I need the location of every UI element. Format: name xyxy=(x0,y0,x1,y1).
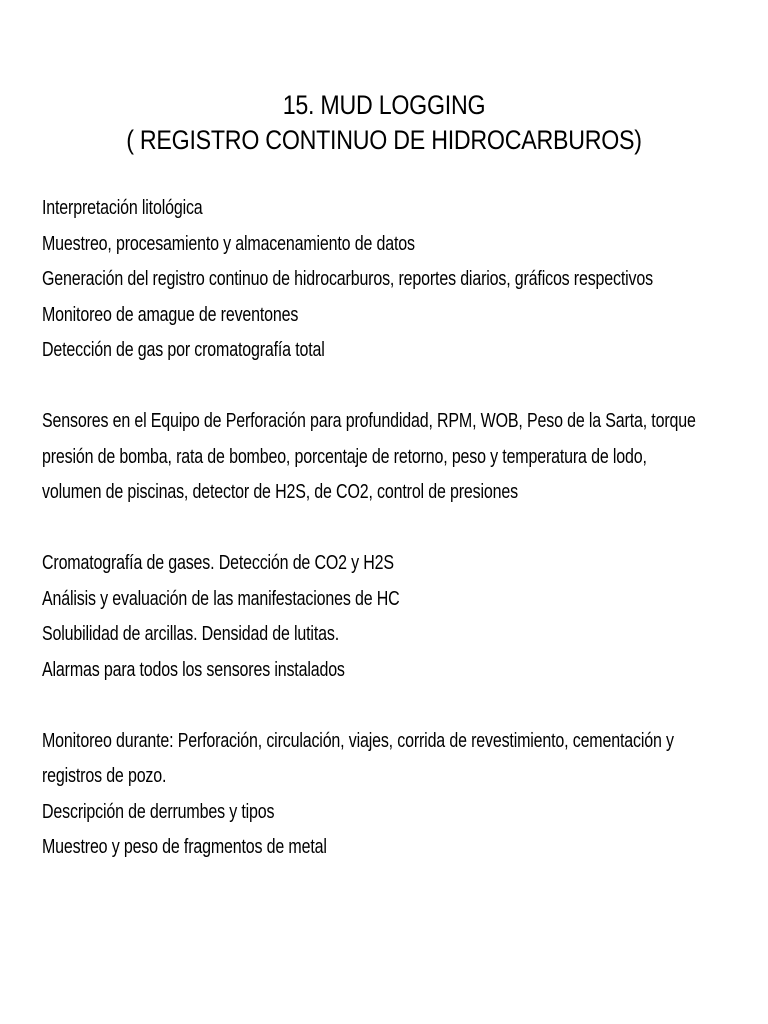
paragraph-monitoring xyxy=(42,724,706,866)
text-line: Monitoreo de amague de reventones xyxy=(42,303,299,326)
paragraph-chromatography xyxy=(42,546,706,688)
text-line: Análisis y evaluación de las manifestaciones de HC xyxy=(42,587,400,610)
text-line: presión de bomba, rata de bombeo, porcentaje de retorno, peso y temperatura de lodo, xyxy=(42,445,647,468)
text-line: volumen de piscinas, detector de H2S, de CO2, control de presiones xyxy=(42,481,518,503)
page-title xyxy=(54,88,714,158)
paragraph-sensors xyxy=(42,404,706,511)
text-line: Alarmas para todos los sensores instalados xyxy=(42,658,345,681)
text-line: Solubilidad de arcillas. Densidad de lutitas. xyxy=(42,623,339,645)
text-line: registros de pozo. xyxy=(42,765,167,787)
text-line: Detección de gas por cromatografía total xyxy=(42,339,325,361)
document-body xyxy=(42,191,706,901)
text-line: Descripción de derrumbes y tipos xyxy=(42,800,275,823)
text-line: Sensores en el Equipo de Perforación para profundidad, RPM, WOB, Peso de la Sarta, torque xyxy=(42,410,696,432)
text-line: Muestreo y peso de fragmentos de metal xyxy=(42,836,327,858)
text-line: Muestreo, procesamiento y almacenamiento de datos xyxy=(42,232,415,255)
text-line: Monitoreo durante: Perforación, circulación, viajes, corrida de revestimiento, cementación y xyxy=(42,729,674,752)
title-line-2: ( REGISTRO CONTINUO DE HIDROCARBUROS) xyxy=(126,125,642,155)
text-line: Cromatografía de gases. Detección de CO2 y H2S xyxy=(42,552,394,574)
paragraph-services xyxy=(42,191,706,369)
text-line: Generación del registro continuo de hidrocarburos, reportes diarios, gráficos respectivos xyxy=(42,268,653,290)
title-line-1: 15. MUD LOGGING xyxy=(282,90,486,120)
text-line: Interpretación litológica xyxy=(42,197,203,219)
